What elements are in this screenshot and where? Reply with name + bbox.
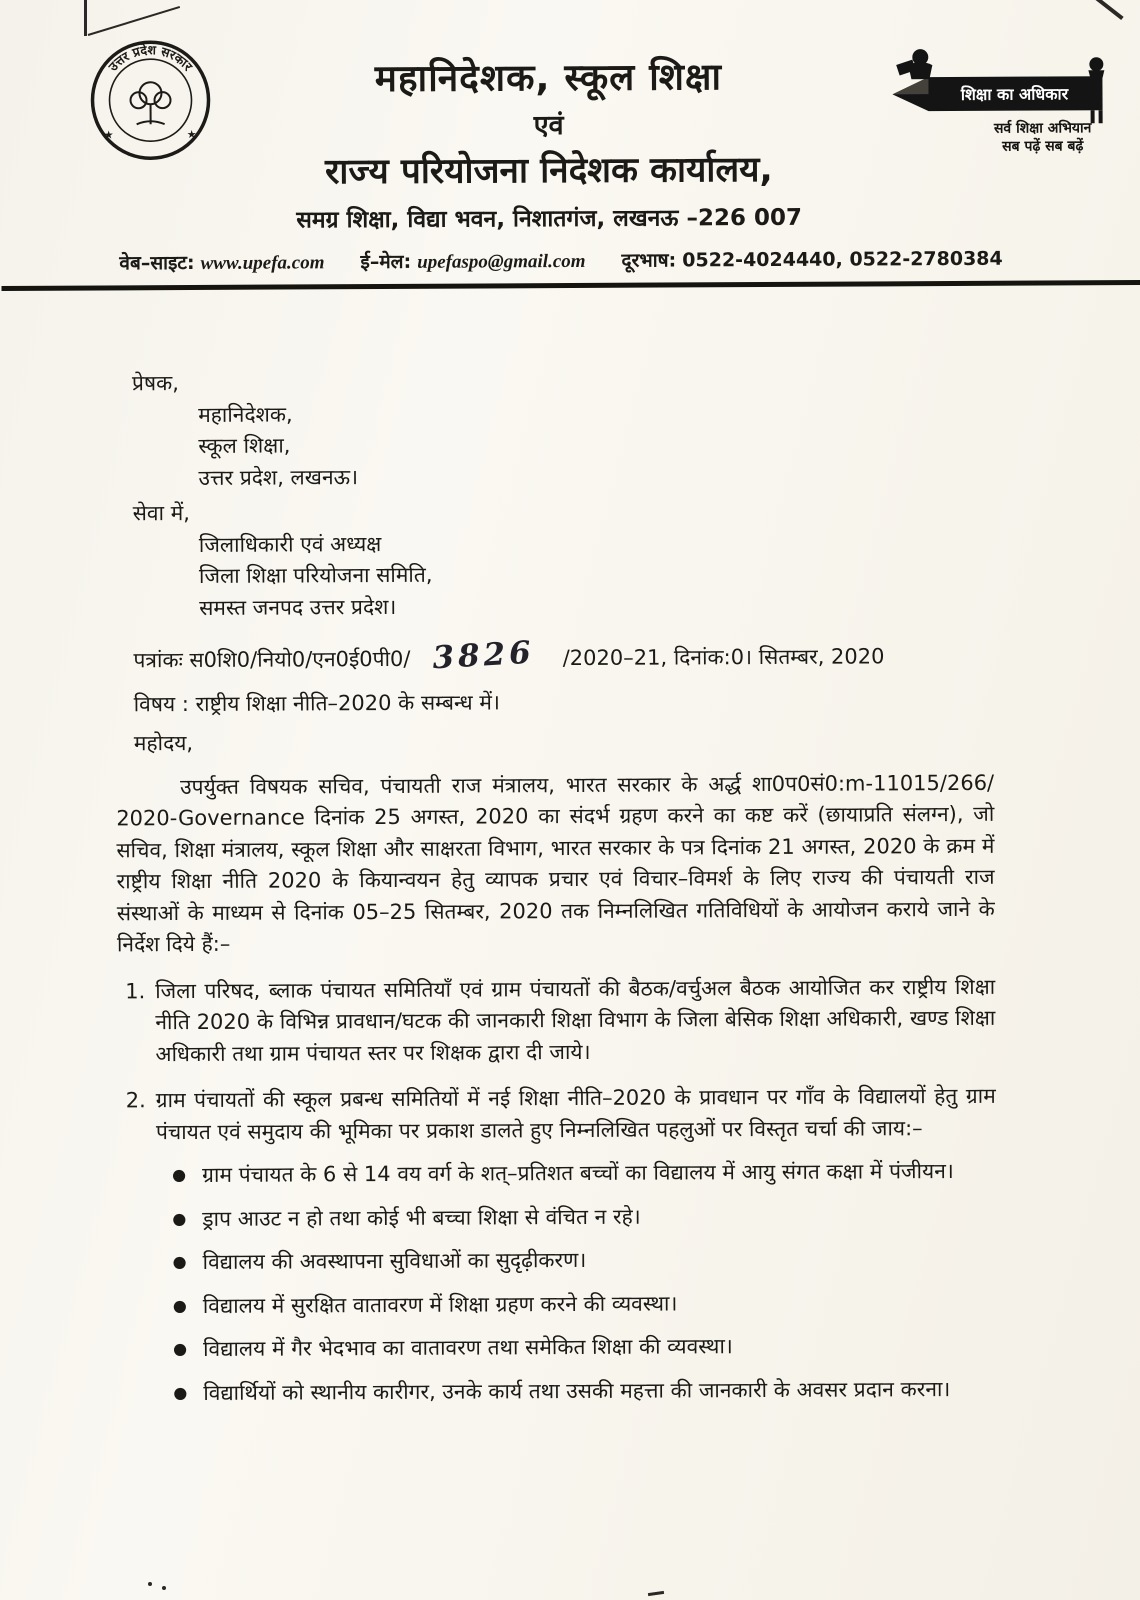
seal-tree-icon [130, 82, 170, 124]
scan-artifact-mark [648, 1591, 664, 1596]
bullet-dot: ● [173, 1339, 188, 1359]
handwritten-letter-number: 3826 [431, 634, 536, 677]
sender-line: स्कूल शिक्षा, [198, 433, 291, 458]
sender-line: महानिदेशक, [198, 401, 293, 427]
svg-text:उत्तर प्रदेश सरकार [104, 42, 196, 75]
rte-pencil-icon [884, 43, 1115, 159]
item-text: जिला परिषद, ब्लाक पंचायत समितियाँ एवं ग्राम पंचायतों की बैठक/वर्चुअल बैठक आयोजित कर राष्ट्रीय शिक्षा नीति 2020 के विभिन्न प्रावधान/घटक की जानकारी शिक्षा विभाग के जिला बेसिक शिक्षा अधिकारी, खण्ड शिक्षा अधिकारी तथा ग्राम पंचायत स्तर पर शिक्षक द्वारा दी जाये। [155, 974, 996, 1066]
numbered-item-2 [118, 1081, 996, 1149]
list-item [119, 1373, 997, 1409]
website-label: वेब–साइट: [119, 251, 195, 275]
phone-value: 0522-4024440, 0522-2780384 [682, 247, 1003, 272]
bullet-dot: ● [172, 1165, 187, 1185]
website-segment [119, 248, 324, 275]
list-item [119, 1243, 997, 1279]
up-government-seal [88, 38, 213, 167]
seal-star-left: ★ [103, 128, 114, 142]
reference-prefix: पत्रांकः स0शि0/नियो0/एन0ई0पी0/ [133, 646, 411, 673]
website-value: www.upefa.com [200, 252, 325, 274]
letter-body [114, 364, 997, 1410]
reference-suffix: /2020–21, दिनांक:0। सितम्बर, 2020 [562, 644, 885, 671]
rte-logo [884, 33, 1115, 163]
org-title-line1: महानिदेशक, स्कूल शिक्षा [374, 55, 723, 101]
seal-star-right: ★ [186, 127, 197, 142]
org-address-line: समग्र शिक्षा, विद्या भवन, निशातगंज, लखनऊ –226 007 [296, 204, 803, 234]
item-text: ग्राम पंचायतों की स्कूल प्रबन्ध समितियों में नई शिक्षा नीति–2020 के प्रावधान पर गाँव के विद्यालयों हेतु ग्राम पंचायत एवं समुदाय की भूमिका पर प्रकाश डालते हुए निम्नलिखित पहलुओं पर विस्तृत चर्चा की जाय:– [155, 1083, 996, 1144]
bullet-text: विद्यालय में सुरक्षित वातावरण में शिक्षा ग्रहण करने की व्यवस्था। [202, 1290, 678, 1318]
bullet-text: ग्राम पंचायत के 6 से 14 वय वर्ग के शत्–प्रतिशत बच्चों का विद्यालय में आयु संगत कक्षा में पंजीयन। [202, 1159, 954, 1187]
org-title-line3: राज्य परियोजना निदेशक कार्यालय, [324, 149, 773, 193]
recipient-line: जिला शिक्षा परियोजना समिति, [198, 562, 433, 588]
letterhead-titles [212, 34, 885, 235]
seal-emblem-icon [88, 38, 213, 163]
list-item [119, 1286, 997, 1322]
seal-text: उत्तर प्रदेश सरकार [105, 42, 196, 74]
list-item [118, 1156, 996, 1192]
salutation: महोदय, [133, 730, 194, 756]
list-item [119, 1330, 997, 1366]
bullet-dot: ● [172, 1295, 187, 1315]
email-label: ई–मेल: [360, 250, 412, 274]
phone-segment [621, 245, 1002, 273]
bullet-list [118, 1156, 997, 1410]
recipient-label: सेवा में, [132, 500, 190, 526]
bullet-text: विद्यालय की अवस्थापना सुविधाओं का सुदृढ़ीकरण। [202, 1247, 587, 1274]
contact-line [119, 244, 1140, 275]
list-item [118, 1199, 996, 1235]
bullet-text: विद्यार्थियों को स्थानीय कारीगर, उनके कार्य तथा उसकी महत्ता की जानकारी के अवसर प्रदान करना। [203, 1376, 951, 1405]
recipient-line: समस्त जनपद उत्तर प्रदेश। [199, 594, 397, 620]
rte-band-label: शिक्षा का अधिकार [960, 84, 1069, 104]
letterhead [0, 0, 1140, 236]
scan-artifact-dot [148, 1582, 152, 1586]
bullet-text: ड्राप आउट न हो तथा कोई भी बच्चा शिक्षा से वंचित न रहे। [202, 1204, 641, 1231]
recipient-line: जिलाधिकारी एवं अध्यक्ष [198, 531, 382, 557]
bullet-dot: ● [172, 1252, 187, 1272]
letterhead-divider [1, 280, 1140, 291]
bullet-dot: ● [172, 1208, 187, 1228]
subject-line: विषय : राष्ट्रीय शिक्षा नीति–2020 के सम्बन्ध में। [133, 689, 500, 716]
email-value: upefaspo@gmail.com [417, 250, 586, 273]
body-paragraph: उपर्युक्त विषयक सचिव, पंचायती राज मंत्रालय, भारत सरकार के अर्द्ध शा0प0सं0:m-11015/266/ 2020-Governance दिनांक 25 अगस्त, 2020 का संदर्भ ग्रहण करने का कष्ट करें (छायाप्रति संलग्न), जो सचिव, शिक्षा मंत्रालय, स्कूल शिक्षा और साक्षरता विभाग, भारत सरकार के पत्र दिनांक 21 अगस्त, 2020 के क्रम में राष्ट्रीय शिक्षा नीति 2020 के कियान्वयन हेतु व्यापक प्रचार एवं विचार–विमर्श के लिए राज्य की पंचायती राज संस्थाओं के माध्यम से दिनांक 05–25 सितम्बर, 2020 तक निम्नलिखित गतिविधियों के आयोजन कराये जाने के निर्देश दिये हैं:– [116, 770, 995, 957]
scan-artifact-dot [162, 1586, 166, 1590]
reading-person-icon [896, 49, 932, 79]
bullet-dot: ● [173, 1382, 188, 1402]
reference-line [115, 630, 993, 681]
sender-label: प्रेषक, [131, 371, 179, 396]
rte-subtitle-2: सब पढ़ें सब बढ़ें [1002, 138, 1084, 155]
sender-block [114, 364, 993, 495]
rte-subtitle-1: सर्व शिक्षा अभियान [993, 120, 1092, 137]
email-segment [360, 247, 585, 274]
sender-line: उत्तर प्रदेश, लखनऊ। [198, 464, 359, 490]
item-number: 2. [125, 1088, 146, 1113]
recipient-block [115, 494, 994, 625]
bullet-text: विद्यालय में गैर भेदभाव का वातावरण तथा समेकित शिक्षा की व्यवस्था। [202, 1334, 733, 1361]
org-title-line2: एवं [533, 110, 564, 142]
numbered-item-1 [117, 971, 995, 1070]
phone-label: दूरभाष: [621, 249, 677, 272]
item-number: 1. [125, 978, 146, 1003]
